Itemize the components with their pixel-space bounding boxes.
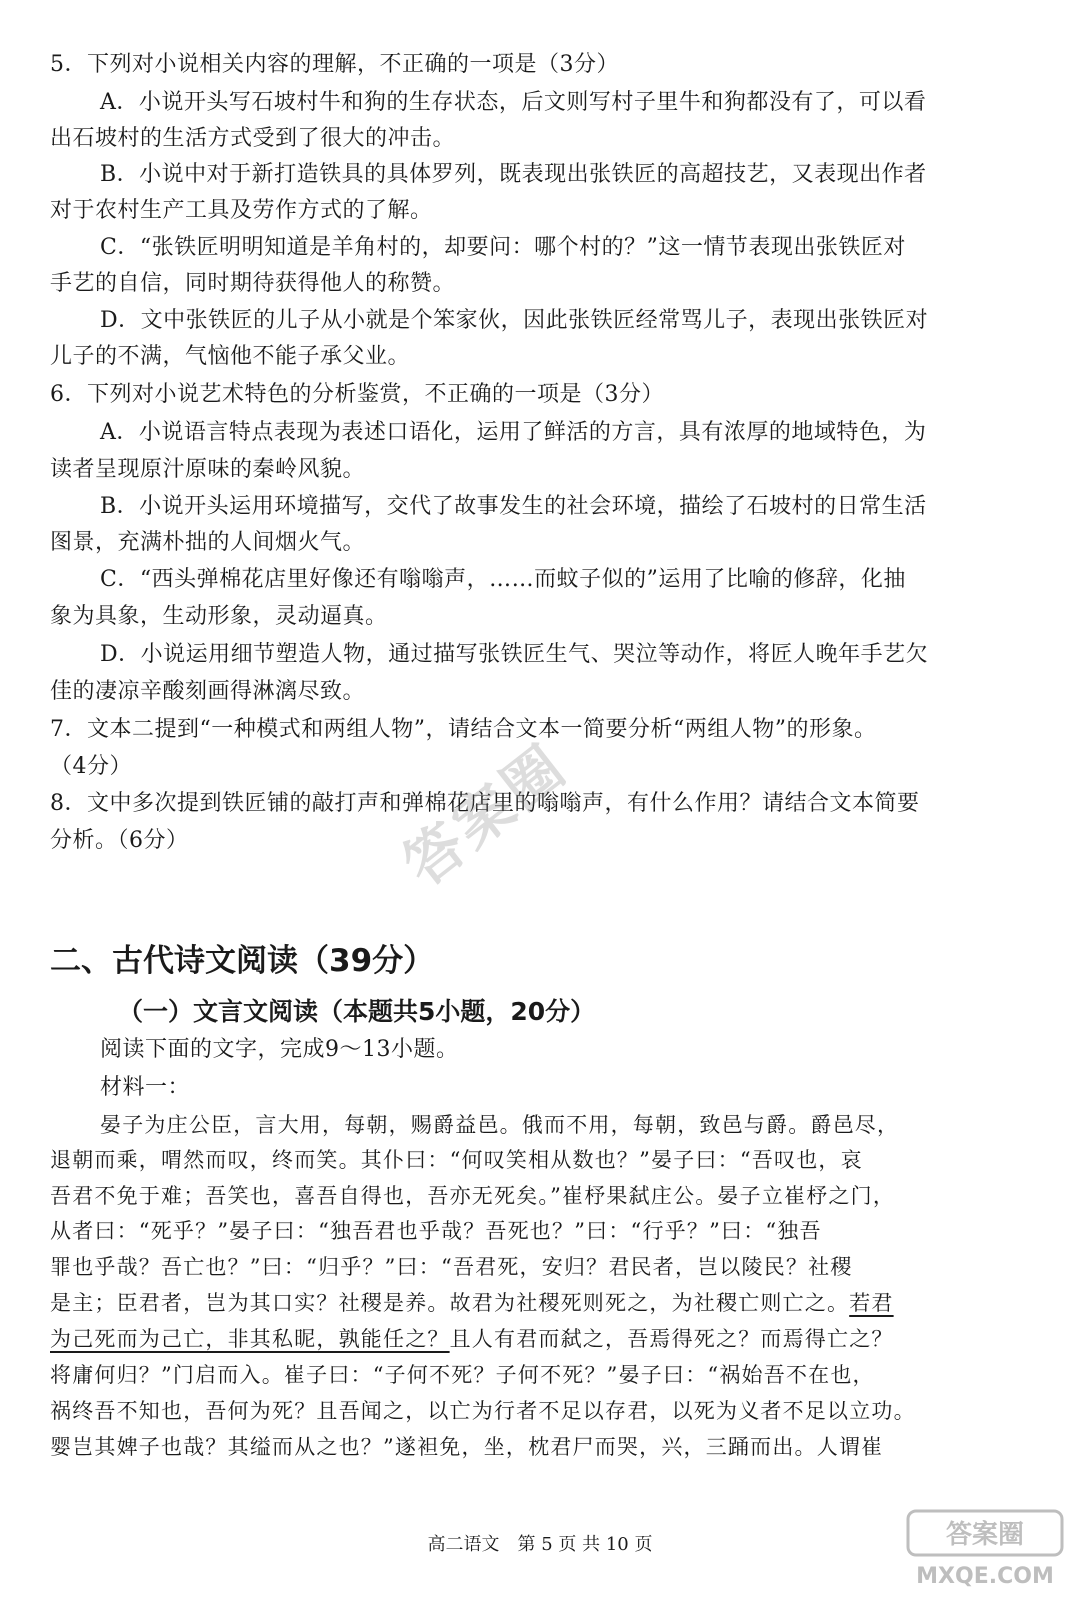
passage-line-9: 祸终吾不知也，吾何为死？且吾闻之，以亡为行者不足以存君，以死为义者不足以立功。 (50, 1399, 916, 1423)
q6-option-c-line1: C．“西头弹棉花店里好像还有嗡嗡声，……而蚊子似的”运用了比喻的修辞，化抽 (100, 567, 906, 592)
passage-line-3: 吾君不免于难；吾笑也，喜吾自得也，吾亦无死矣。”崔杼果弑庄公。晏子立崔杼之门， (50, 1184, 896, 1208)
passage-line-10: 婴岂其婢子也哉？其缢而从之也？”遂袒免，坐，枕君尸而哭，兴，三踊而出。人谓崔 (50, 1435, 884, 1459)
reading-instruction: 阅读下面的文字，完成9～13小题。 (100, 1037, 459, 1062)
passage-line-5: 罪也乎哉？吾亡也？”曰：“归乎？”曰：“吾君死，安归？君民者，岂以陵民？社稷 (50, 1255, 853, 1279)
q8-line2: 分析。（6分） (50, 828, 189, 853)
passage-line-7-text: 且人有君而弑之，吾焉得死之？而焉得亡之？ (449, 1327, 894, 1351)
page-footer: 高二语文 第 5 页 共 10 页 (427, 1534, 653, 1555)
q6-option-b-line2: 图景，充满朴拙的人间烟火气。 (50, 530, 366, 555)
q6-option-a-line1: A．小说语言特点表现为表述口语化，运用了鲜活的方言，具有浓厚的地域特色，为 (100, 420, 927, 445)
q5-stem: 5．下列对小说相关内容的理解，不正确的一项是（3分） (50, 52, 619, 77)
q6-stem: 6．下列对小说艺术特色的分析鉴赏，不正确的一项是（3分） (50, 382, 664, 407)
underlined-sentence-start: 若君 (849, 1291, 894, 1315)
site-logo-icon (900, 1505, 1070, 1595)
logo-domain-text: MXQE.COM (916, 1564, 1054, 1589)
passage-line-4: 从者曰：“死乎？”晏子曰：“独吾君也乎哉？吾死也？”曰：“行乎？”曰：“独吾 (50, 1219, 822, 1243)
q7-line1: 7．文本二提到“一种模式和两组人物”，请结合文本一简要分析“两组人物”的形象。 (50, 717, 877, 742)
material-label: 材料一： (100, 1075, 191, 1100)
watermark: 答案圈 (391, 731, 580, 900)
q6-option-b-line1: B．小说开头运用环境描写，交代了故事发生的社会环境，描绘了石坡村的日常生活 (100, 494, 927, 519)
subsection-title: （一）文言文阅读（本题共5小题，20分） (118, 997, 596, 1026)
passage-line-8: 将庸何归？”门启而入。崔子曰：“子何不死？子何不死？”晏子曰：“祸始吾不在也， (50, 1363, 875, 1387)
logo-mark-text: 答案圈 (945, 1520, 1025, 1550)
q5-option-c-line2: 手艺的自信，同时期待获得他人的称赞。 (50, 271, 456, 296)
q6-option-d-line1: D．小说运用细节塑造人物，通过描写张铁匠生气、哭泣等动作，将匠人晚年手艺欠 (100, 642, 929, 667)
q5-option-a-line1: A．小说开头写石坡村牛和狗的生存状态，后文则写村子里牛和狗都没有了，可以看 (100, 90, 927, 115)
q7-line2: （4分） (50, 754, 132, 779)
q5-option-b-line1: B．小说中对于新打造铁具的具体罗列，既表现出张铁匠的高超技艺，又表现出作者 (100, 162, 927, 187)
section-title: 二、古代诗文阅读（39分） (50, 943, 435, 979)
q6-option-c-line2: 象为具象，生动形象，灵动逼真。 (50, 604, 388, 629)
q8-line1: 8．文中多次提到铁匠铺的敲打声和弹棉花店里的嗡嗡声，有什么作用？请结合文本简要 (50, 791, 920, 816)
passage-line-6-text: 是主；臣君者，岂为其口实？社稷是养。故君为社稷死则死之，为社稷亡则亡之。 (50, 1291, 850, 1315)
underlined-sentence-end: 为己死而为己亡，非其私昵，孰能任之？ (50, 1327, 450, 1351)
q6-option-a-line2: 读者呈现原汁原味的秦岭风貌。 (50, 457, 366, 482)
passage-line-7 (50, 1324, 894, 1354)
passage-line-1: 晏子为庄公臣，言大用，每朝，赐爵益邑。俄而不用，每朝，致邑与爵。爵邑尽， (100, 1113, 900, 1137)
q6-option-d-line2: 佳的凄凉辛酸刻画得淋漓尽致。 (50, 679, 366, 704)
passage-line-2: 退朝而乘，喟然而叹，终而笑。其仆曰：“何叹笑相从数也？”晏子曰：“吾叹也，哀 (50, 1148, 863, 1172)
q5-option-a-line2: 出石坡村的生活方式受到了很大的冲击。 (50, 126, 456, 151)
q5-option-d-line2: 儿子的不满，气恼他不能子承父业。 (50, 344, 411, 369)
q5-option-c-line1: C．“张铁匠明明知道是羊角村的，却要问：哪个村的？”这一情节表现出张铁匠对 (100, 235, 906, 260)
q5-option-d-line1: D．文中张铁匠的儿子从小就是个笨家伙，因此张铁匠经常骂儿子，表现出张铁匠对 (100, 308, 929, 333)
q5-option-b-line2: 对于农村生产工具及劳作方式的了解。 (50, 198, 433, 223)
passage-line-6 (50, 1288, 894, 1318)
